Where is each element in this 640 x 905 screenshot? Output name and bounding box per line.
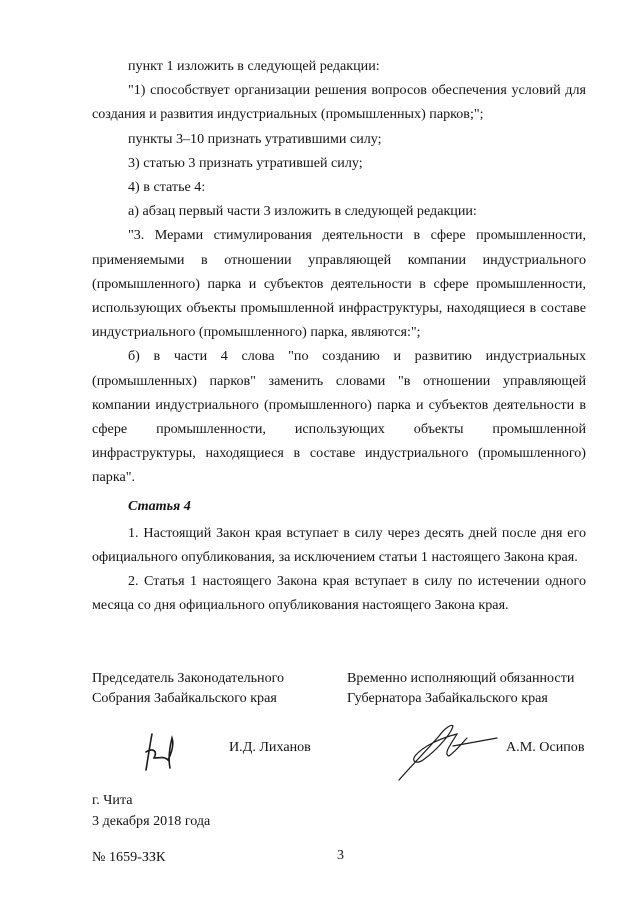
right-signature	[393, 716, 503, 786]
left-signature	[138, 728, 188, 776]
date: 3 декабря 2018 года	[92, 813, 211, 829]
place: г. Чита	[92, 792, 133, 808]
paragraph: пункты 3–10 признать утратившими силу;	[128, 130, 382, 147]
left-signatory-name: И.Д. Лиханов	[229, 739, 311, 755]
page-number: 3	[337, 848, 344, 863]
paragraph: 3) статью 3 признать утратившей силу;	[128, 154, 363, 171]
paragraph: "1) способствует организации решения вопросов обеспечения условий для создания и развития индустриальных (промышленных) парков;";	[92, 82, 586, 123]
paragraph: пункт 1 изложить в следующей редакции:	[128, 58, 380, 74]
article-paragraph: 1. Настоящий Закон края вступает в силу через десять дней после дня его официального опубликования, за исключением статьи 1 настоящего Закона края.	[92, 524, 586, 566]
law-number: № 1659-ЗЗК	[92, 849, 166, 865]
article-heading: Статья 4	[128, 497, 191, 514]
left-signatory-title: Председатель Законодательного Собрания Забайкальского края	[92, 670, 285, 706]
paragraph: 4) в статье 4:	[128, 179, 206, 196]
paragraph: б) в части 4 слова "по созданию и развитию индустриальных (промышленных) парков" заменить словами "в отношении управляющей компании индустриального (промышленного) парка и субъектов деятельности в сфере промышленности, использующих объекты промышленной инфраструктуры, находящиеся в составе индустриального (промышленного) парка".	[92, 348, 586, 486]
article-paragraph: 2. Статья 1 настоящего Закона края вступает в силу по истечении одного месяца со дня официального опубликования настоящего Закона края.	[92, 573, 586, 614]
right-signatory-title: Временно исполняющий обязанности Губернатора Забайкальского края	[347, 670, 575, 706]
paragraph: "3. Мерами стимулирования деятельности в сфере промышленности, применяемыми в отношении управляющей компании индустриального (промышленного) парка и субъектов деятельности в сфере промышленности, использующих объекты промышленной инфраструктуры, находящиеся в составе индустриального (промышленного) парка, являются:";	[92, 227, 586, 341]
right-signatory-name: А.М. Осипов	[506, 739, 585, 755]
paragraph: а) абзац первый части 3 изложить в следующей редакции:	[128, 203, 477, 220]
amendment-text	[92, 54, 586, 618]
